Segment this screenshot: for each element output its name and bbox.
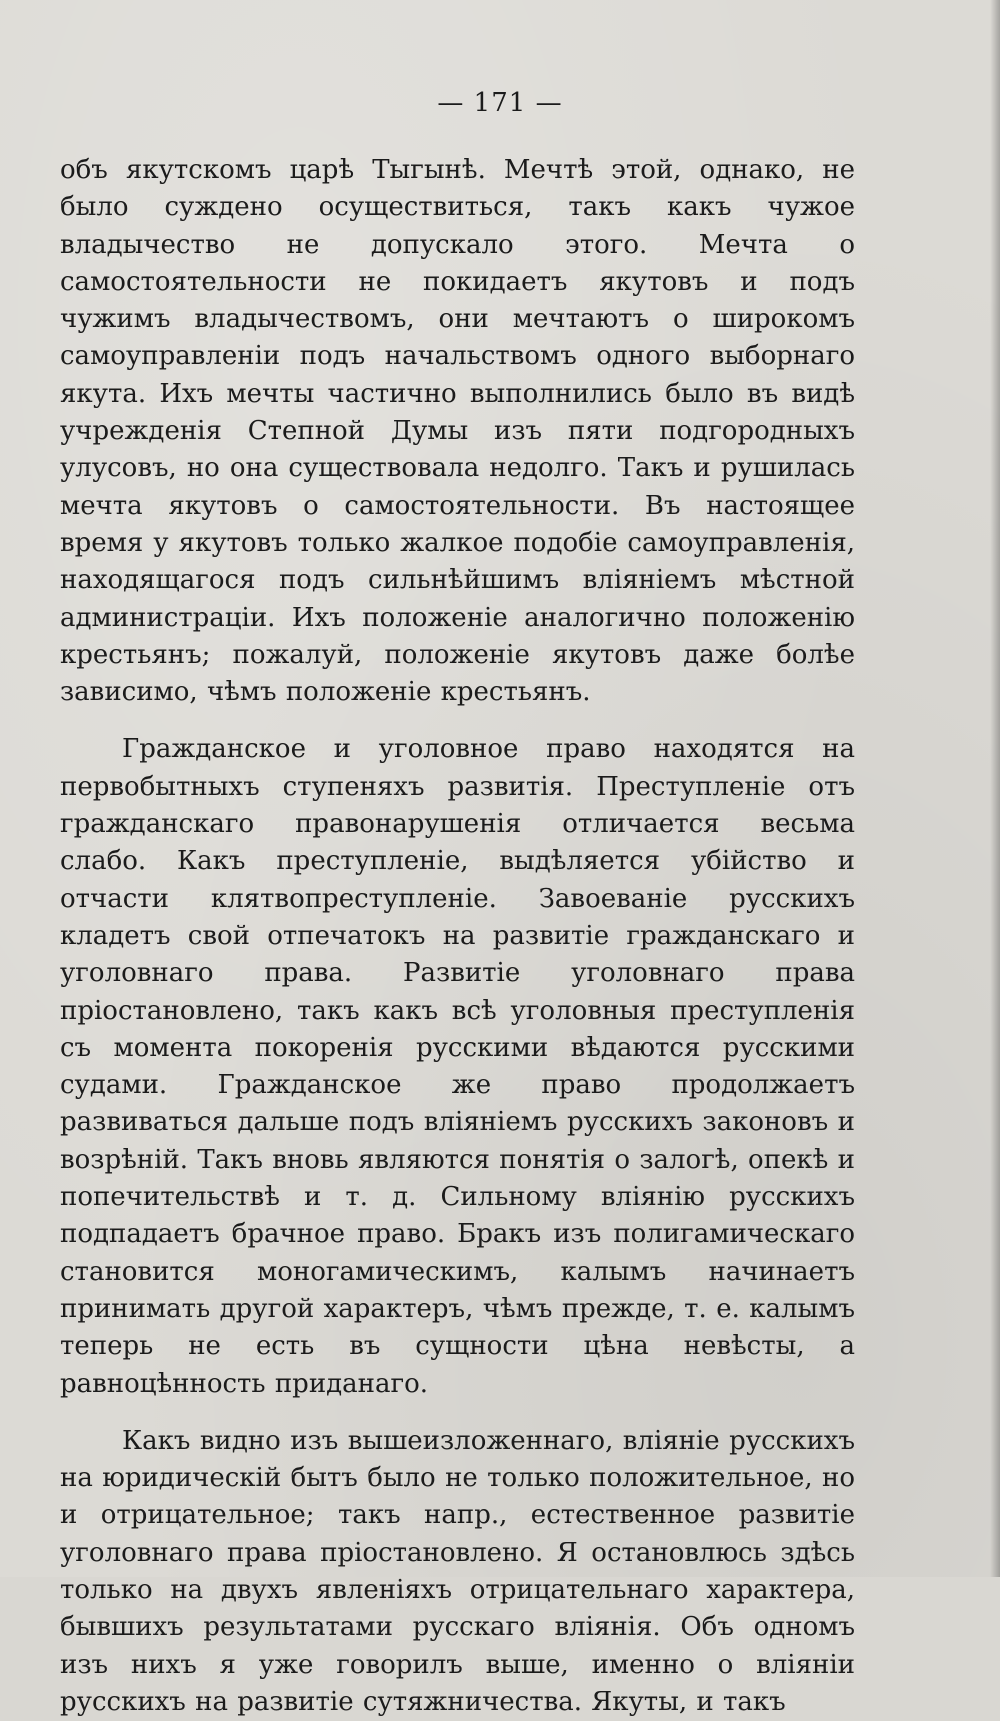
paragraph-1: объ якутскомъ царѣ Тыгынѣ. Мечтѣ этой, однако, не было суждено осуществиться, такъ какъ чужое владычество не допускало этого. Мечта о самостоятельности не покидаетъ якутовъ и подъ чужимъ владычествомъ, они мечтаютъ о широкомъ самоуправленіи подъ начальствомъ одного выборнаго якута. Ихъ мечты частично выполнились было въ видѣ учрежденія Степной Думы изъ пяти подгородныхъ улусовъ, но она существовала недолго. Такъ и рушилась мечта якутовъ о самостоятельности. Въ настоящее время у якутовъ только жалкое подобіе самоуправленія, находящагося подъ сильнѣйшимъ вліяніемъ мѣстной администраціи. Ихъ положеніе аналогично положенію крестьянъ; пожалуй, положеніе якутовъ даже болѣе зависимо, чѣмъ положеніе крестьянъ.: [60, 155, 855, 708]
body-text: [60, 152, 855, 1721]
page-number: — 171 —: [437, 88, 563, 118]
paragraph-2: Гражданское и уголовное право находятся на первобытныхъ ступеняхъ развитія. Преступленіе отъ гражданскаго правонарушенія отличается весьма слабо. Какъ преступленіе, выдѣляется убійство и отчасти клятвопреступленіе. Завоеваніе русскихъ кладетъ свой отпечатокъ на развитіе гражданскаго и уголовнаго права. Развитіе уголовнаго права пріостановлено, такъ какъ всѣ уголовныя преступленія съ момента покоренія русскими вѣдаются русскими судами. Гражданское же право продолжаетъ развиваться дальше подъ вліяніемъ русскихъ законовъ и возрѣній. Такъ вновь являются понятія о залогѣ, опекѣ и попечительствѣ и т. д. Сильному вліянію русскихъ подпадаетъ брачное право. Бракъ изъ полигамическаго становится моногамическимъ, калымъ начинаетъ принимать другой характеръ, чѣмъ прежде, т. е. калымъ теперь не есть въ сущности цѣна невѣсты, а равноцѣнность приданаго.: [60, 734, 855, 1399]
page-edge-shadow: [990, 0, 1000, 1577]
paragraph-3: Какъ видно изъ вышеизложеннаго, вліяніе русскихъ на юридическій бытъ было не только положительное, но и отрицательное; такъ напр., естественное развитіе уголовнаго права пріостановлено. Я остановлюсь здѣсь только на двухъ явленіяхъ отрицательнаго характера, бывшихъ результатами русскаго вліянія. Объ одномъ изъ нихъ я уже говорилъ выше, именно о вліяніи русскихъ на развитіе сутяжничества. Якуты, и такъ: [60, 1425, 855, 1717]
